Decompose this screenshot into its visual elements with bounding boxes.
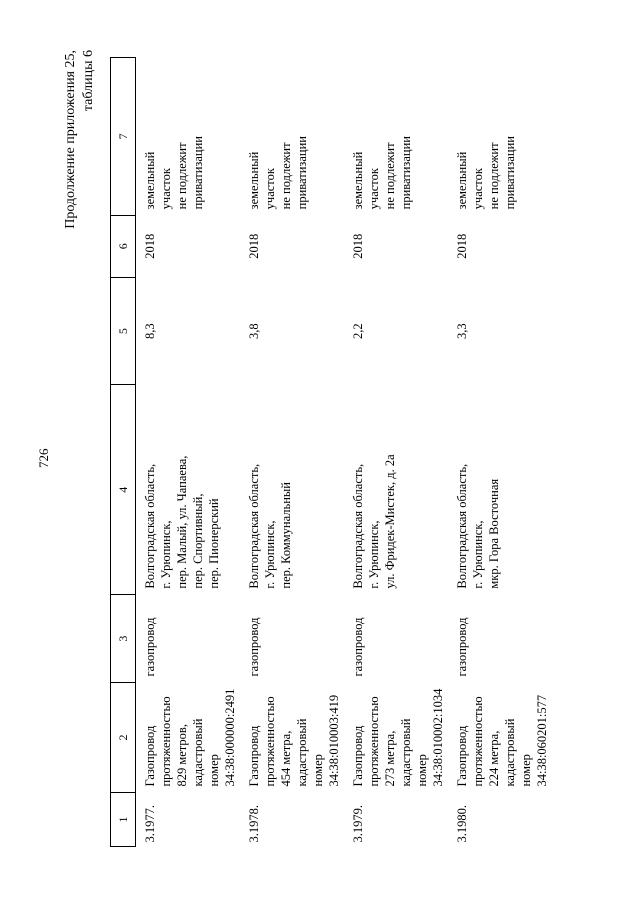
table-row	[136, 58, 241, 847]
caption-line-1: Продолжение приложения 25,	[63, 50, 78, 229]
note-cell: земельный участок не подлежит приватизации	[143, 136, 205, 210]
table-row	[448, 58, 552, 847]
table-caption	[62, 50, 98, 229]
caption-line-2: таблицы 6	[81, 50, 96, 112]
row-number: 3.1980.	[455, 805, 469, 843]
object-name: Газопровод протяженностью 454 метра, кадастровый номер 34:38:010003:419	[247, 694, 341, 787]
header-cell: 6	[111, 215, 136, 277]
object-type: газопровод	[143, 617, 157, 677]
property-table	[110, 57, 552, 847]
header-cell: 4	[111, 385, 136, 595]
note-cell: земельный участок не подлежит приватизации	[351, 136, 413, 210]
object-address: Волгоградская область, г. Урюпинск, пер. Коммунальный	[247, 463, 293, 589]
object-type: газопровод	[247, 617, 261, 677]
object-type: газопровод	[351, 617, 365, 677]
object-name: Газопровод протяженностью 273 метра, кадастровый номер 34:38:010002:1034	[351, 688, 445, 787]
year-cell: 2018	[143, 233, 157, 259]
value-cell: 3,8	[247, 323, 261, 339]
page-number: 726	[36, 448, 51, 468]
object-address: Волгоградская область, г. Урюпинск, мкр. Гора Восточная	[455, 463, 501, 589]
header-cell: 3	[111, 595, 136, 683]
year-cell: 2018	[455, 233, 469, 259]
object-address: Волгоградская область, г. Урюпинск, пер. Малый, ул. Чапаева, пер. Спортивный, пер. Пионерский	[143, 455, 221, 589]
year-cell: 2018	[247, 233, 261, 259]
note-cell: земельный участок не подлежит приватизации	[455, 136, 517, 210]
object-name: Газопровод протяженностью 224 метра, кадастровый номер 34:38:060201:577	[455, 694, 549, 787]
header-cell: 7	[111, 58, 136, 216]
year-cell: 2018	[351, 233, 365, 259]
note-cell: земельный участок не подлежит приватизации	[247, 136, 309, 210]
header-cell: 5	[111, 277, 136, 385]
header-cell: 2	[111, 683, 136, 793]
value-cell: 8,3	[143, 323, 157, 339]
row-number: 3.1979.	[351, 805, 365, 843]
object-name: Газопровод протяженностью 829 метров, кадастровый номер 34:38:000000:2491	[143, 688, 237, 787]
object-address: Волгоградская область, г. Урюпинск, ул. Фридек-Мистек, д. 2а	[351, 454, 397, 589]
header-row	[111, 58, 136, 847]
table-row	[344, 58, 448, 847]
table-row	[240, 58, 344, 847]
header-cell: 1	[111, 793, 136, 847]
value-cell: 2,2	[351, 323, 365, 339]
object-type: газопровод	[455, 617, 469, 677]
row-number: 3.1977.	[143, 805, 157, 843]
row-number: 3.1978.	[247, 805, 261, 843]
value-cell: 3,3	[455, 323, 469, 339]
